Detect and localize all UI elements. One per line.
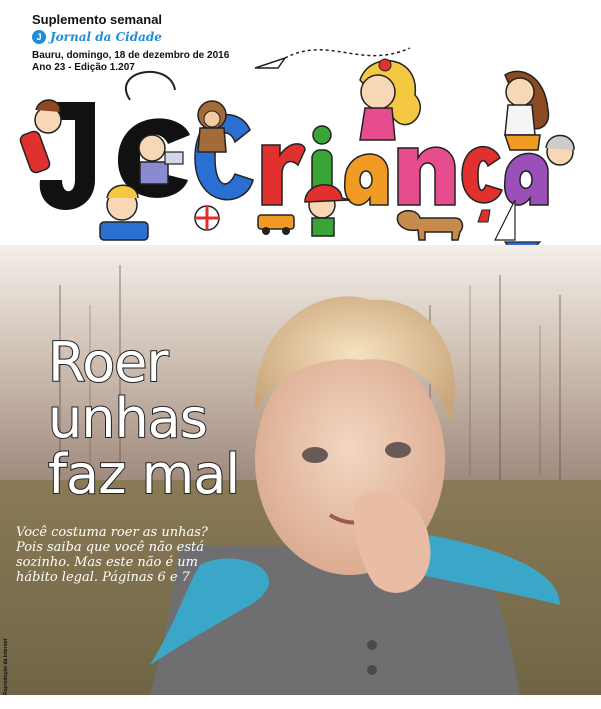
logo-letter-c-cedilla	[462, 147, 502, 222]
logo-letter-r	[262, 144, 305, 205]
boy-skateboard-figure	[19, 100, 61, 174]
photo-credit-text: Reprodução da Internet	[3, 638, 9, 695]
logo-letter-a-1	[345, 154, 388, 205]
headline-line-3: faz mal	[48, 443, 240, 506]
supplement-label: Suplemento semanal	[32, 12, 163, 27]
paper-plane-icon	[255, 58, 285, 68]
plane-trail	[285, 48, 410, 58]
swirl-decoration	[126, 72, 175, 100]
cover-teaser: Você costuma roer as unhas? Pois saiba que você não está sozinho. Mas este não é um hábito legal. Páginas 6 e 7	[16, 525, 208, 585]
logo-letter-a-2	[505, 153, 548, 205]
girl-blonde-figure	[360, 59, 420, 140]
logo-letter-n	[398, 147, 455, 205]
issue-edition: Ano 23 - Edição 1.207	[32, 62, 135, 73]
boy-laptop-figure	[139, 135, 183, 184]
ball-icon	[195, 206, 219, 230]
headline-line-2: unhas	[48, 387, 207, 450]
boy-red-cap-figure	[305, 185, 350, 236]
brand-logo-icon: J	[32, 30, 46, 44]
photo-credit	[3, 638, 13, 695]
issue-date: Bauru, domingo, 18 de dezembro de 2016	[32, 50, 230, 61]
brand-name: Jornal da Cidade	[50, 30, 162, 44]
cover-header	[0, 0, 601, 245]
dog-icon	[397, 211, 462, 240]
sailboat-icon	[495, 200, 540, 245]
jc-crianca-masthead	[0, 40, 601, 245]
headline-line-1: Roer	[48, 331, 168, 394]
girl-brunette-figure	[505, 71, 548, 150]
grandma-figure	[546, 135, 574, 165]
bottom-band	[0, 695, 601, 709]
toy-car-icon	[258, 215, 294, 235]
cover-headline	[48, 331, 248, 506]
